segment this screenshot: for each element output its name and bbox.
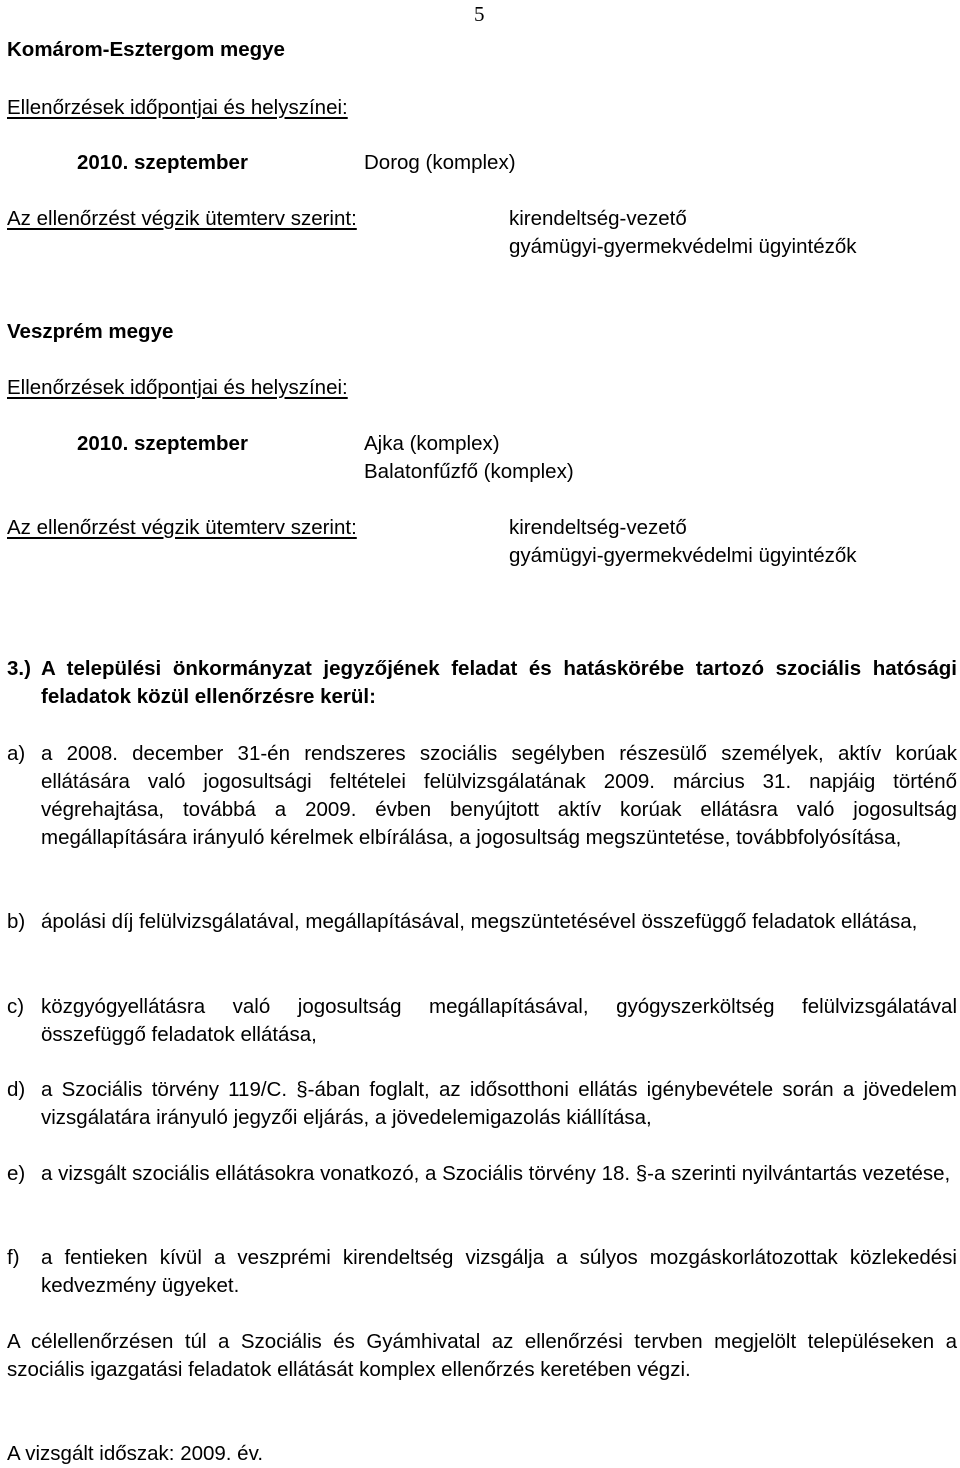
komarom-inspector-role: kirendeltség-vezető	[509, 207, 687, 230]
section-3-number: 3.)	[7, 657, 31, 680]
page-number: 5	[474, 2, 485, 26]
veszprem-inspectors-label: Az ellenőrzést végzik ütemterv szerint:	[7, 516, 357, 539]
list-item-b	[7, 908, 957, 936]
list-item-label: f)	[7, 1246, 20, 1269]
list-item-text: a Szociális törvény 119/C. §-ában foglalt, az idősotthoni ellátás igénybevétele során a jövedelem vizsgálatára irányuló jegyzői eljárás, a jövedelemigazolás kiállítása,	[41, 1078, 957, 1129]
list-item-e	[7, 1160, 957, 1188]
list-item-label: a)	[7, 742, 26, 765]
list-item-text: közgyógyellátásra való jogosultság megállapításával, gyógyszerköltség felülvizsgálatával összefüggő feladatok ellátása,	[41, 995, 957, 1046]
list-item-text: a 2008. december 31-én rendszeres szociális segélyben részesülő személyek, aktív korúak ellátására való jogosultsági feltételei felülvizsgálatának 2009. március 31. napjáig történő végrehajtása, továbbá a 2009. évben benyújtott aktív korúak ellátásra való jogosultság megállapítására irányuló kérelmek elbírálása, a jogosultság megszüntetése, továbbfolyósítása,	[41, 742, 957, 849]
veszprem-date: 2010. szeptember	[77, 432, 248, 455]
list-item-a	[7, 740, 957, 852]
komarom-date: 2010. szeptember	[77, 151, 248, 174]
veszprem-location: Balatonfűzfő (komplex)	[364, 460, 574, 483]
veszprem-inspector-role: kirendeltség-vezető	[509, 516, 687, 539]
section-3-heading	[7, 655, 957, 711]
list-item-label: c)	[7, 995, 25, 1018]
komarom-inspector-role: gyámügyi-gyermekvédelmi ügyintézők	[509, 235, 857, 258]
list-item-label: d)	[7, 1078, 26, 1101]
komarom-location: Dorog (komplex)	[364, 151, 516, 174]
closing-paragraph: A célellenőrzésen túl a Szociális és Gyámhivatal az ellenőrzési tervben megjelölt településeken a szociális igazgatási feladatok ellátását komplex ellenőrzés keretében végzi.	[7, 1330, 957, 1381]
list-item-label: e)	[7, 1162, 26, 1185]
veszprem-dates-heading: Ellenőrzések időpontjai és helyszínei:	[7, 376, 348, 399]
list-item-label: b)	[7, 910, 26, 933]
list-item-text: ápolási díj felülvizsgálatával, megállapításával, megszüntetésével összefüggő feladatok ellátása,	[41, 910, 918, 933]
veszprem-county-title: Veszprém megye	[7, 320, 174, 343]
veszprem-inspector-role: gyámügyi-gyermekvédelmi ügyintézők	[509, 544, 857, 567]
list-item-c	[7, 993, 957, 1049]
komarom-inspectors-label: Az ellenőrzést végzik ütemterv szerint:	[7, 207, 357, 230]
komarom-dates-heading: Ellenőrzések időpontjai és helyszínei:	[7, 96, 348, 119]
inspection-period: A vizsgált időszak: 2009. év.	[7, 1442, 264, 1465]
section-3-heading-text: A települési önkormányzat jegyzőjének feladat és hatáskörébe tartozó szociális hatósági feladatok közül ellenőrzésre kerül:	[41, 657, 957, 708]
list-item-text: a vizsgált szociális ellátásokra vonatkozó, a Szociális törvény 18. §-a szerinti nyilvántartás vezetése,	[41, 1162, 951, 1185]
list-item-text: a fentieken kívül a veszprémi kirendeltség vizsgálja a súlyos mozgáskorlátozottak közlekedési kedvezmény ügyeket.	[41, 1246, 957, 1297]
veszprem-location: Ajka (komplex)	[364, 432, 500, 455]
list-item-f	[7, 1244, 957, 1300]
list-item-d	[7, 1076, 957, 1132]
komarom-county-title: Komárom-Esztergom megye	[7, 38, 285, 61]
